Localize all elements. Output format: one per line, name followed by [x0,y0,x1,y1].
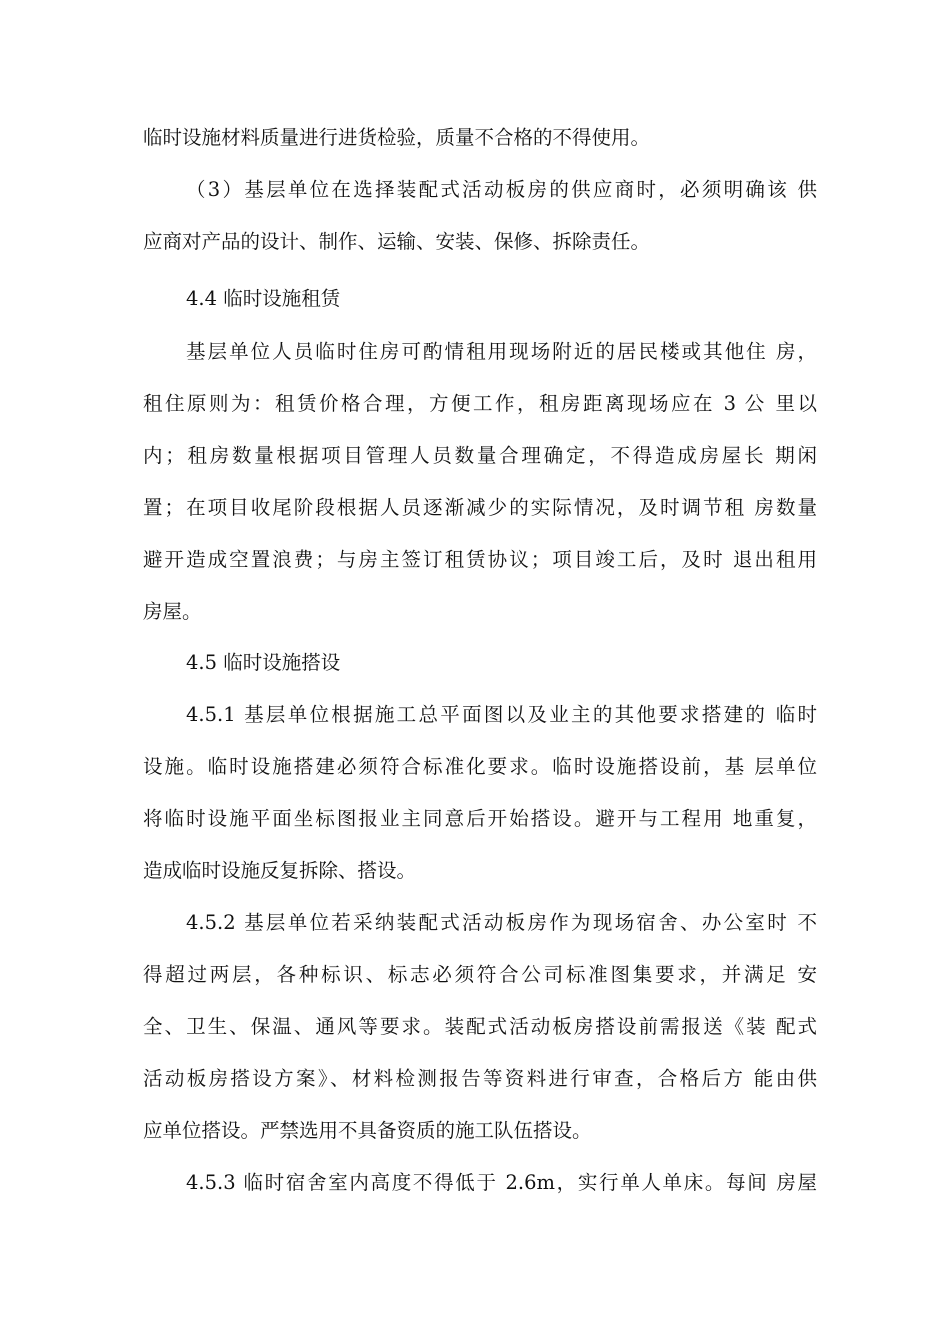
text-line: 基层单位人员临时住房可酌情租用现场附近的居民楼或其他住 房， [186,340,817,363]
text-line: 避开造成空置浪费；与房主签订租赁协议；项目竣工后，及时 退出租用 [143,548,817,571]
text-line: 设施。临时设施搭建必须符合标准化要求。临时设施搭设前，基 层单位 [143,755,817,778]
text-line: 4.5.1 基层单位根据施工总平面图以及业主的其他要求搭建的 临时 [186,703,817,726]
text-line: （3）基层单位在选择装配式活动板房的供应商时，必须明确该 供 [186,178,817,201]
heading-text: 4.4 临时设施租赁 [186,287,341,310]
text-line: 临时设施材料质量进行进货检验，质量不合格的不得使用。 [143,126,651,149]
text-line: 置；在项目收尾阶段根据人员逐渐减少的实际情况，及时调节租 房数量 [143,496,817,519]
text-line: 4.5.3 临时宿舍室内高度不得低于 2.6m，实行单人单床。每间 房屋 [186,1171,817,1194]
text-line: 应商对产品的设计、制作、运输、安装、保修、拆除责任。 [143,230,651,253]
text-line: 活动板房搭设方案》、材料检测报告等资料进行审查，合格后方 能由供 [143,1067,817,1090]
text-line: 内；租房数量根据项目管理人员数量合理确定，不得造成房屋长 期闲 [143,444,817,467]
section-heading-4-5 [143,637,817,689]
text-line: 租住原则为：租赁价格合理，方便工作，租房距离现场应在 3 公 里以 [143,392,817,415]
text-line: 将临时设施平面坐标图报业主同意后开始搭设。避开与工程用 地重复， [143,807,817,830]
text-line: 造成临时设施反复拆除、搭设。 [143,859,417,882]
text-line: 全、卫生、保温、通风等要求。装配式活动板房搭设前需报送《装 配式 [143,1015,817,1038]
paragraph-4-5-3 [143,1157,817,1209]
section-heading-4-4 [143,273,817,325]
text-line: 得超过两层，各种标识、标志必须符合公司标准图集要求，并满足 安 [143,963,817,986]
text-line: 4.5.2 基层单位若采纳装配式活动板房作为现场宿舍、办公室时 不 [186,911,817,934]
heading-text: 4.5 临时设施搭设 [186,651,341,674]
paragraph-4-5-1 [143,689,817,897]
text-line: 应单位搭设。严禁选用不具备资质的施工队伍搭设。 [143,1119,592,1142]
paragraph-material-inspection [143,112,817,164]
paragraph-4-5-2 [143,897,817,1157]
text-line: 房屋。 [143,600,202,623]
paragraph-housing-lease [143,326,817,638]
paragraph-supplier-responsibility [143,164,817,268]
